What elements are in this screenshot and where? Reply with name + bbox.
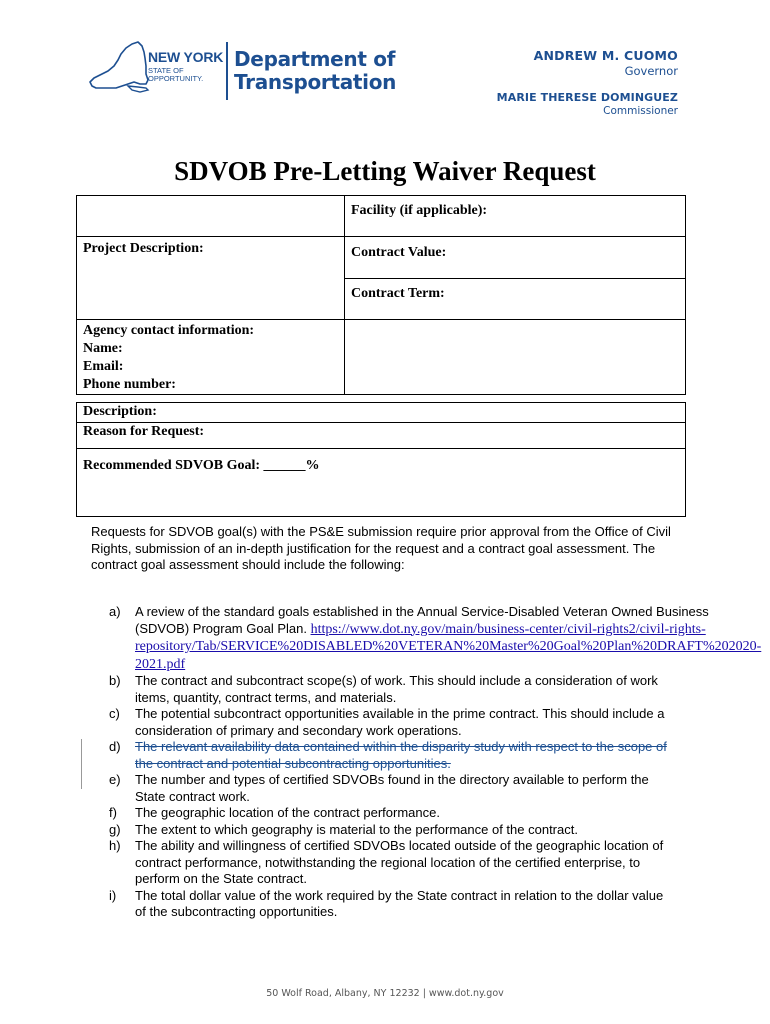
list-item <box>109 604 762 673</box>
list-item-text: The extent to which geography is material to the performance of the contract. <box>135 821 578 837</box>
new-york-state-map-logo <box>88 38 150 100</box>
project-info-table <box>76 195 686 395</box>
list-item <box>109 739 669 772</box>
facility-label: Facility (if applicable): <box>351 203 488 218</box>
list-item-text: The potential subcontract opportunities available in the prime contract. This should include a consideration of primary and secondary work operations. <box>135 706 665 738</box>
agency-contact-label: Agency contact information: <box>83 323 255 338</box>
agency-contact-value-cell[interactable] <box>345 320 686 395</box>
request-table <box>76 402 686 517</box>
list-item <box>109 673 669 706</box>
assessment-list <box>109 604 762 921</box>
list-item <box>109 706 669 739</box>
commissioner-title: Commissioner <box>603 105 678 117</box>
ny-wordmark-line3: OPPORTUNITY. <box>148 74 204 83</box>
agency-contact-cell[interactable] <box>77 320 345 395</box>
page-footer: 50 Wolf Road, Albany, NY 12232 | www.dot.ny.gov <box>266 988 504 999</box>
department-name <box>234 48 396 94</box>
list-item-text: The contract and subcontract scope(s) of work. This should include a consideration of work items, quantity, contract terms, and materials. <box>135 673 658 705</box>
list-item-text: The total dollar value of the work required by the State contract in relation to the dollar value of the subcontracting opportunities. <box>135 887 664 919</box>
list-item <box>109 888 669 921</box>
email-label: Email: <box>83 359 124 374</box>
ny-wordmark-line2: STATE OF <box>148 66 184 75</box>
list-item-body <box>135 604 761 673</box>
deleted-list-item-text: The relevant availability data contained within the disparity study with respect to the scope of the contract and potential subcontracting opportunities. <box>135 739 667 771</box>
list-marker: a) <box>109 604 121 619</box>
list-item-text: A review of the standard goals established in the Annual Service-Disabled Veteran Owned Business (SDVOB) Program Goal Plan. <box>135 604 709 636</box>
list-item <box>109 822 669 839</box>
blank-cell[interactable] <box>77 196 345 237</box>
contract-term-label: Contract Term: <box>351 286 445 301</box>
description-cell[interactable] <box>77 403 686 423</box>
list-item <box>109 805 669 822</box>
facility-cell[interactable] <box>345 196 686 237</box>
department-line2: Transportation <box>234 70 397 94</box>
officials-block <box>497 48 678 117</box>
list-marker: i) <box>109 887 117 903</box>
commissioner-name: MARIE THERESE DOMINGUEZ <box>496 91 678 104</box>
contract-value-cell[interactable] <box>345 237 686 279</box>
list-marker: d) <box>109 739 121 754</box>
list-marker: b) <box>109 673 121 688</box>
list-item-text: The geographic location of the contract performance. <box>135 805 440 820</box>
letterhead <box>0 0 770 130</box>
list-item-text: The number and types of certified SDVOBs found in the directory available to perform the State contract work. <box>135 772 649 804</box>
list-marker: h) <box>109 838 121 853</box>
list-item <box>109 838 669 888</box>
project-description-label: Project Description: <box>83 241 204 256</box>
description-label: Description: <box>83 404 157 419</box>
list-marker: c) <box>109 706 120 721</box>
goal-label: Recommended SDVOB Goal: ______% <box>83 458 320 473</box>
governor-title: Governor <box>624 64 678 78</box>
ny-wordmark-line1: NEW YORK <box>148 49 224 65</box>
logo-divider <box>226 42 228 100</box>
page-title: SDVOB Pre-Letting Waiver Request <box>174 156 596 186</box>
goal-plan-link[interactable]: https://www.dot.ny.gov/main/business-center/civil-rights2/civil-rights-repository/Tab/SERVICE%20DISABLED%20VETERAN%20Master%20Goal%20Plan%20DRAFT%202020-2021.pdf <box>135 621 762 672</box>
reason-cell[interactable] <box>77 423 686 449</box>
list-marker: f) <box>109 805 117 820</box>
revision-change-bar <box>81 739 82 789</box>
department-line1: Department of <box>234 47 396 71</box>
governor-name: ANDREW M. CUOMO <box>533 48 678 63</box>
contract-value-label: Contract Value: <box>351 245 447 260</box>
intro-paragraph: Requests for SDVOB goal(s) with the PS&E submission require prior approval from the Office of Civil Rights, submission of an in-depth justification for the request and a contract goal assessment. The contract goal assessment should include the following: <box>91 524 671 572</box>
phone-label: Phone number: <box>83 377 176 392</box>
contract-term-cell[interactable] <box>345 279 686 320</box>
list-item-text: The ability and willingness of certified SDVOBs located outside of the geographic location of contract performance, notwithstanding the regional location of the certified enterprise, to perform on the State contract. <box>135 838 664 886</box>
list-marker: g) <box>109 821 121 837</box>
goal-cell[interactable] <box>77 449 686 517</box>
name-label: Name: <box>83 341 123 356</box>
list-item <box>109 772 669 805</box>
project-description-cell[interactable] <box>77 237 345 320</box>
list-marker: e) <box>109 772 121 787</box>
ny-opportunity-wordmark <box>148 50 223 83</box>
reason-label: Reason for Request: <box>83 424 205 439</box>
